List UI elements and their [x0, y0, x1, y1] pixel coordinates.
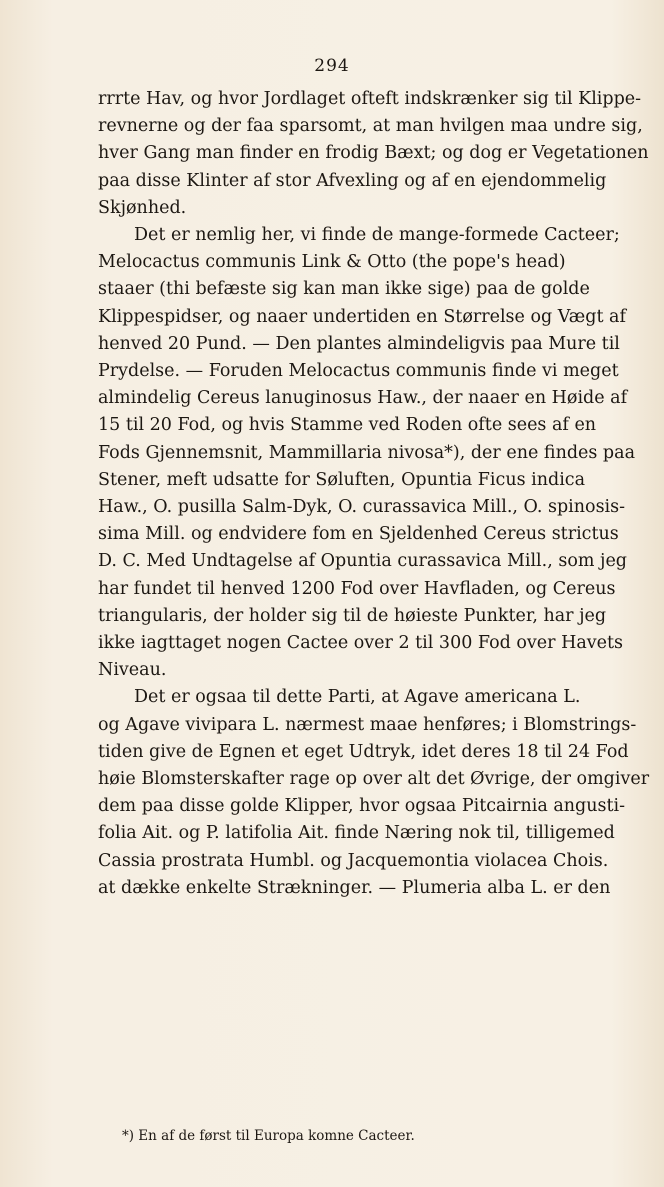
- text-line: hver Gang man finder en frodig Bæxt; og dog er Vegetationen: [98, 143, 649, 164]
- paragraph-start-line: Det er nemlig her, vi finde de mange-formede Cacteer;: [134, 225, 620, 246]
- text-line: D. C. Med Undtagelse af Opuntia curassavica Mill., som jeg: [98, 551, 627, 572]
- text-line: staaer (thi befæste sig kan man ikke sige) paa de golde: [98, 279, 590, 300]
- text-line: paa disse Klinter af stor Afvexling og af en ejendommelig: [98, 170, 607, 191]
- text-line: almindelig Cereus lanuginosus Haw., der naaer en Høide af: [98, 388, 628, 409]
- footnote: *) En af de først til Europa komne Cacteer.: [122, 1128, 415, 1144]
- body-text: [98, 86, 664, 902]
- text-line: høie Blomsterskafter rage op over alt det Øvrige, der omgiver: [98, 769, 650, 790]
- paragraph-start-line: Det er ogsaa til dette Parti, at Agave americana L.: [134, 687, 581, 708]
- text-line: Klippespidser, og naaer undertiden en Størrelse og Vægt af: [98, 306, 626, 327]
- text-line: Prydelse. — Foruden Melocactus communis finde vi meget: [98, 361, 619, 382]
- text-line: rrrte Hav, og hvor Jordlaget ofteft indskrænker sig til Klippe-: [98, 89, 642, 109]
- text-line: henved 20 Pund. — Den plantes almindeligvis paa Mure til: [98, 333, 620, 354]
- text-line: sima Mill. og endvidere fom en Sjeldenhed Cereus strictus: [98, 524, 619, 545]
- text-line: ikke iagttaget nogen Cactee over 2 til 300 Fod over Havets: [98, 633, 624, 654]
- text-line: Niveau.: [98, 660, 167, 681]
- page-number: 294: [314, 56, 350, 76]
- text-line: Skjønhed.: [98, 197, 187, 218]
- text-line: tiden give de Egnen et eget Udtryk, idet deres 18 til 24 Fod: [98, 741, 629, 762]
- text-line: Haw., O. pusilla Salm-Dyk, O. curassavica Mill., O. spinosis-: [98, 497, 626, 518]
- text-line: Melocactus communis Link & Otto (the pope's head): [98, 252, 566, 273]
- text-line: har fundet til henved 1200 Fod over Havfladen, og Cereus: [98, 578, 616, 599]
- text-line: dem paa disse golde Klipper, hvor ogsaa Pitcairnia angusti-: [98, 796, 626, 817]
- text-line: Stener, meft udsatte for Søluften, Opuntia Ficus indica: [98, 469, 586, 490]
- text-line: at dække enkelte Strækninger. — Plumeria alba L. er den: [98, 877, 611, 898]
- text-line: Fods Gjennemsnit, Mammillaria nivosa*), der ene findes paa: [98, 442, 636, 463]
- text-line: folia Ait. og P. latifolia Ait. finde Næring nok til, tilligemed: [98, 823, 615, 844]
- text-line: Cassia prostrata Humbl. og Jacquemontia violacea Chois.: [98, 850, 609, 871]
- text-line: 15 til 20 Fod, og hvis Stamme ved Roden ofte sees af en: [98, 415, 597, 436]
- text-line: revnerne og der faa sparsomt, at man hvilgen maa undre sig,: [98, 116, 643, 137]
- text-line: og Agave vivipara L. nærmest maae henføres; i Blomstrings-: [98, 714, 637, 735]
- text-line: triangularis, der holder sig til de høieste Punkter, har jeg: [98, 605, 607, 626]
